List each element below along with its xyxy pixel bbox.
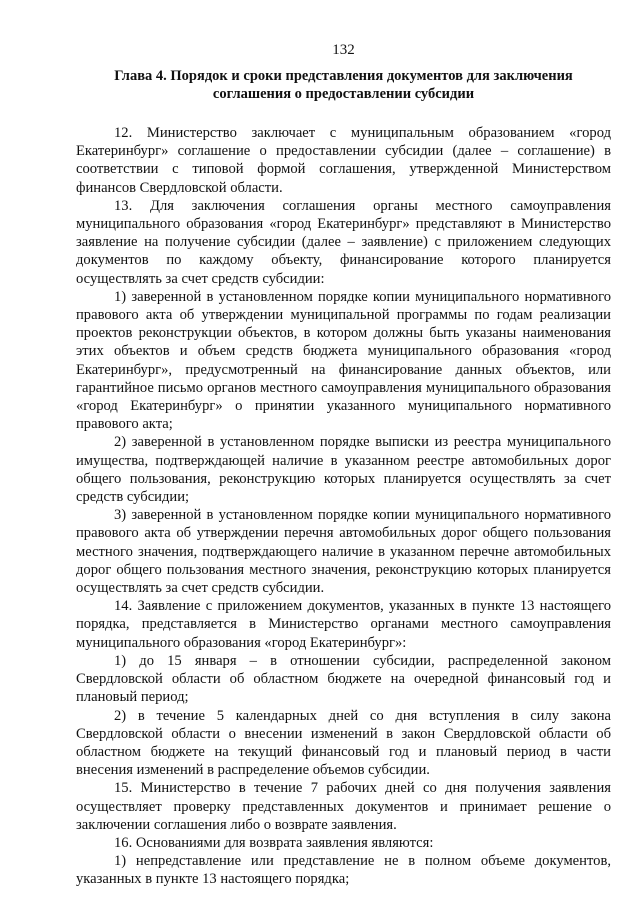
paragraph-16-item-1: 1) непредставление или представление не в полном объеме документов, указанных в пункте 13 настоящего порядка;: [76, 853, 611, 888]
paragraph-14: 14. Заявление с приложением документов, указанных в пункте 13 настоящего порядка, представляется в Министерство органами местного самоуправления муниципального образования «город Екатеринбург»:: [76, 598, 611, 651]
paragraph-16: 16. Основаниями для возврата заявления являются:: [114, 834, 434, 851]
paragraph-13-item-2: 2) заверенной в установленном порядке выписки из реестра муниципального имущества, подтверждающей наличие в указанном реестре автомобильных дорог общего пользования, реконструкцию которых планируется осуществлять за счет средств субсидии;: [76, 434, 611, 506]
paragraph-14-item-2: 2) в течение 5 календарных дней со дня вступления в силу закона Свердловской области о внесении изменений в закон Свердловской области об областном бюджете на текущий финансовый год и плановый период в части внесения изменений в распределение объемов субсидии.: [76, 707, 611, 779]
chapter-title: Глава 4. Порядок и сроки представления документов для заключения соглашения о предоставлении субсидии: [114, 68, 573, 102]
paragraph-15: 15. Министерство в течение 7 рабочих дней со дня получения заявления осуществляет проверку представленных документов и принимает решение о заключении соглашения либо о возврате заявления.: [76, 780, 611, 833]
paragraph-12: 12. Министерство заключает с муниципальным образованием «город Екатеринбург» соглашение о предоставлении субсидии (далее – соглашение) в соответствии с типовой формой соглашения, утвержденной Министерством финансов Свердловской области.: [76, 125, 611, 196]
page-number: 132: [332, 42, 355, 58]
paragraph-13: 13. Для заключения соглашения органы местного самоуправления муниципального образования «город Екатеринбург» представляют в Министерство заявление на получение субсидии (далее – заявление) с приложением следующих документов по каждому объекту, финансирование которого планируется осуществлять за счет средств субсидии:: [76, 197, 611, 287]
paragraph-13-item-3: 3) заверенной в установленном порядке копии муниципального нормативного правового акта об утверждении перечня автомобильных дорог общего пользования местного значения, подтверждающего наличие в указанном перечне автомобильных дорог общего пользования местного значения, реконструкцию которых планируется осуществлять за счет средств субсидии.: [76, 507, 611, 597]
paragraph-13-item-1: 1) заверенной в установленном порядке копии муниципального нормативного правового акта об утверждении муниципальной программы по годам реализации проектов реконструкции объектов, в котором должны быть указаны наименования этих объектов и объем средств бюджета муниципального образования «город Екатеринбург», предусмотренный на финансирование данных объектов, или гарантийное письмо органов местного самоуправления муниципального образования «город Екатеринбург» о принятии указанного муниципального нормативного правового акта;: [76, 288, 611, 433]
paragraph-14-item-1: 1) до 15 января – в отношении субсидии, распределенной законом Свердловской области об областном бюджете на очередной финансовый год и плановый период;: [76, 652, 611, 706]
document-body: [76, 124, 611, 889]
